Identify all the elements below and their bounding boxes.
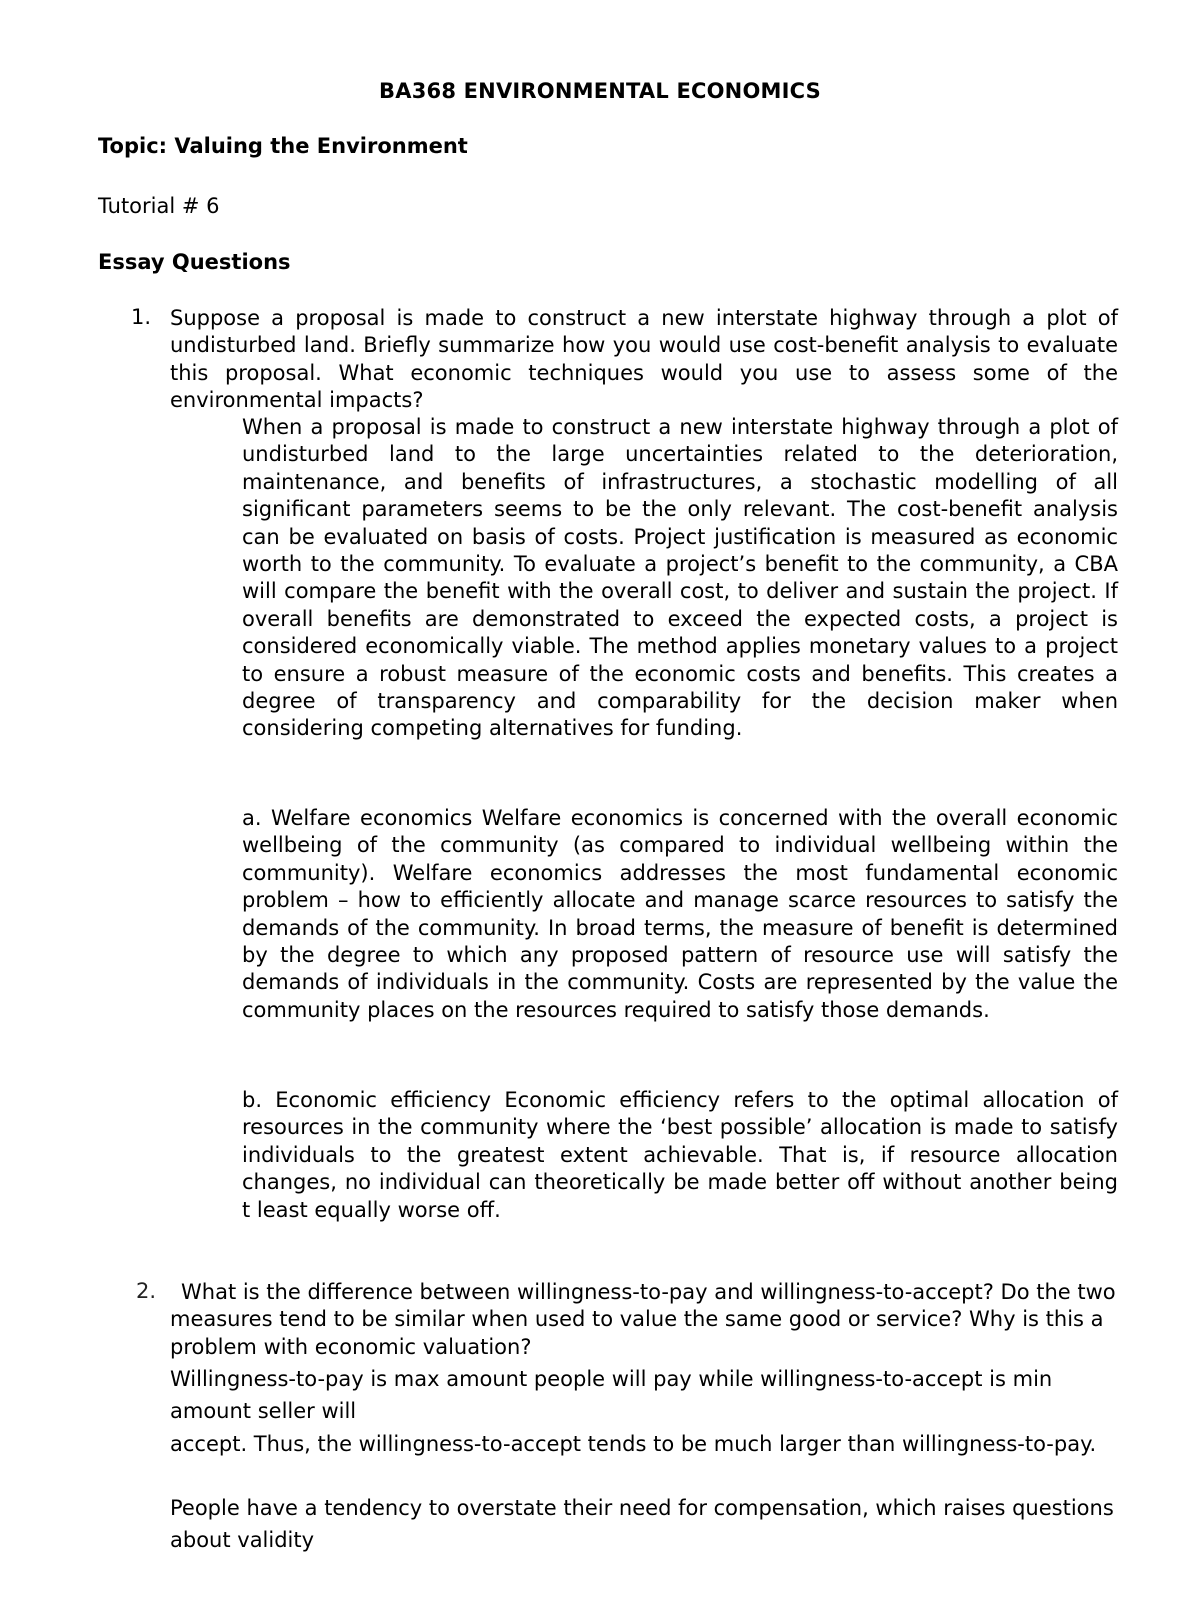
question-1-text: Suppose a proposal is made to construct a new interstate highway through a plot of undisturbed land. Briefly summarize how you would use cost-benefit analysis to evaluate this proposal. What economic techniques would you use to assess some of the environmental impacts? — [170, 306, 1118, 413]
question-1-answer-b: b. Economic efficiency Economic efficiency refers to the optimal allocation of resources in the community where the ‘best possible’ allocation is made to satisfy individuals to the greatest extent achievable. That is, if resource allocation changes, no individual can theoretically be made better off without another being t least equally worse off. — [242, 1088, 1118, 1222]
question-2-number: 2. — [136, 1279, 157, 1303]
question-2-answer-p1: Willingness-to-pay is max amount people will pay while willingness-to-accept is min amount seller will — [170, 1367, 1053, 1423]
question-2-answer-p3: People have a tendency to overstate their need for compensation, which raises questions about validity — [170, 1496, 1114, 1552]
question-2-text — [170, 1279, 1118, 1361]
question-1-number: 1. — [131, 305, 152, 329]
question-2-answer-p2: accept. Thus, the willingness-to-accept tends to be much larger than willingness-to-pay. — [170, 1432, 1097, 1456]
question-1-answer: When a proposal is made to construct a new interstate highway through a plot of undisturbed land to the large uncertainties related to the deterioration, maintenance, and benefits of infrastructures, a stochastic modelling of all significant parameters seems to be the only relevant. The cost-benefit analysis can be evaluated on basis of costs. Project justification is measured as economic worth to the community. To evaluate a project’s benefit to the community, a CBA will compare the benefit with the overall cost, to deliver and sustain the project. If overall benefits are demonstrated to exceed the expected costs, a project is considered economically viable. The method applies monetary values to a project to ensure a robust measure of the economic costs and benefits. This creates a degree of transparency and comparability for the decision maker when considering competing alternatives for funding. — [242, 415, 1118, 741]
tutorial-label: Tutorial # 6 — [98, 194, 220, 218]
topic-heading: Topic: Valuing the Environment — [98, 134, 468, 158]
document-title: BA368 ENVIRONMENTAL ECONOMICS — [379, 79, 821, 103]
section-heading: Essay Questions — [98, 250, 291, 274]
question-1-answer-a: a. Welfare economics Welfare economics is concerned with the overall economic wellbeing of the community (as compared to individual wellbeing within the community). Welfare economics addresses the most fundamental economic problem – how to efficiently allocate and manage scarce resources to satisfy the demands of the community. In broad terms, the measure of benefit is determined by the degree to which any proposed pattern of resource use will satisfy the demands of individuals in the community. Costs are represented by the value the community places on the resources required to satisfy those demands. — [242, 806, 1118, 1022]
question-2-text-content: What is the difference between willingness-to-pay and willingness-to-accept? Do the two measures tend to be similar when used to value the same good or service? Why is this a problem with economic valuation? — [170, 1280, 1116, 1359]
